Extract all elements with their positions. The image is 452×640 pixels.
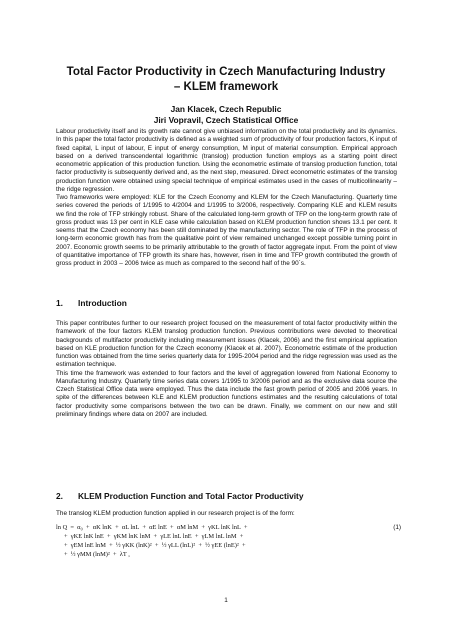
equation-line-2: + γKE lnK lnE + γKM lnK lnM + γLE lnL lnE + γLM lnL lnM +: [56, 533, 244, 540]
equation-line-3: + γEM lnE lnM + ½ γKK (lnK)² + ½ γLL (lnL)² + ½ γEE (lnE)² +: [56, 542, 246, 549]
section2-intro-text: The translog KLEM production function applied in our research project is of the form:: [56, 510, 295, 517]
introduction-body: [56, 320, 397, 419]
title-line-2: – KLEM framework: [173, 80, 279, 93]
intro-paragraph-2: This time the framework was extended to four factors and the level of aggregation lowered from National Economy to Manufacturing Industry. Quarterly time series data covers 1/1995 to 3/2006 period and as the exclusive data source the Czech Statistical Office data were employed. Thus the data include the fast growth period of 2005 and 2006 years. In spite of the differences between KLE and KLEM production functions estimates and the resulting calculations of total factor productivity some comparisons between the two can be drawn. Finally, we comment on our new and still preliminary findings where data on 2007 are included.: [56, 369, 397, 418]
equation-line-1: [56, 523, 401, 532]
author-2: Jiri Vopravil, Czech Statistical Office: [153, 115, 299, 125]
section-heading-introduction: [56, 298, 127, 308]
section-title: Introduction: [78, 298, 127, 308]
intro-paragraph-1: This paper contributes further to our research project focused on the measurement of total factor productivity within the framework of the four factors KLEM translog production function. Previous contributions were devoted to theoretical backgrounds of multifactor productivity including measurement issues (Klacek, 2006) and the first empirical application based on KLE production function for the Czech economy (Klacek et al. 2007). Econometric estimate of the production function was obtained from the time series quarterly data for 1995-2004 period and the ridge regression was used as the estimation technique.: [56, 320, 397, 369]
page-number: 1: [224, 597, 228, 604]
section-heading-klem: [56, 491, 304, 501]
section-title: KLEM Production Function and Total Factor Productivity: [78, 491, 304, 501]
equation-line-4: + ½ γMM (lnM)² + λT ,: [56, 551, 130, 558]
section-number: 2.: [56, 491, 63, 501]
author-1: Jan Klacek, Czech Republic: [170, 104, 282, 114]
section-number: 1.: [56, 298, 63, 308]
abstract-paragraph-2: Two frameworks were employed: KLE for the Czech Economy and KLEM for the Czech Manufacturing. Quarterly time series covered the periods of 1/1995 to 4/2004 and 1/1995 to 3/2006, respectively. Comparing KLE and KLEM results we find the role of TFP strikingly robust. Share of the calculated long-term growth of TFP on the long-term growth rate of gross product was 13 per cent in KLE case while calculation based on KLEM production function shows 13.1 per cent. It seems that the Czech economy has been still dominated by the manufacturing sector. The role of TFP in the process of long-term economic growth has from the qualitative point of view remained unchanged except possible turning point in 2007. Economic growth seems to be primarily attributable to the growth of factor aggregate input. From the point of view of quantitative importance of TFP growth its share has, however, risen in time and TFP growth contributed the growth of gross product in 2003 – 2006 twice as much as compared to the second half of the 90´s.: [56, 194, 397, 267]
abstract-paragraph-1: Labour productivity itself and its growth rate cannot give unbiased information on the total productivity and its dynamics. In this paper the total factor productivity is defined as a weighted sum of productivity of four production factors, K input of fixed capital, L input of labour, E input of energy consumption, M input of material consumption. Empirical approach based on a derived transcendental logarithmic (translog) production function employs as a starting point direct econometric application of this production function. Using the econometric estimate of translog production function, total factor productivity is subsequently derived and, as the next step, measured. Direct econometric estimates of the translog production function were obtained using special technique of empirical estimates used in the cases of multicollinearity – the ridge regression.: [56, 128, 397, 193]
equation-number: (1): [393, 524, 401, 531]
equation-1: [56, 523, 401, 559]
abstract: [56, 128, 397, 268]
equation-line-1-text: ln Q = α₀ + αK lnK + αL lnL + αE lnE + αM lnM + γKL lnK lnL +: [56, 524, 248, 531]
author-block: [40, 104, 412, 126]
title-line-1: Total Factor Productivity in Czech Manufacturing Industry: [66, 65, 386, 78]
paper-title: [40, 64, 412, 94]
